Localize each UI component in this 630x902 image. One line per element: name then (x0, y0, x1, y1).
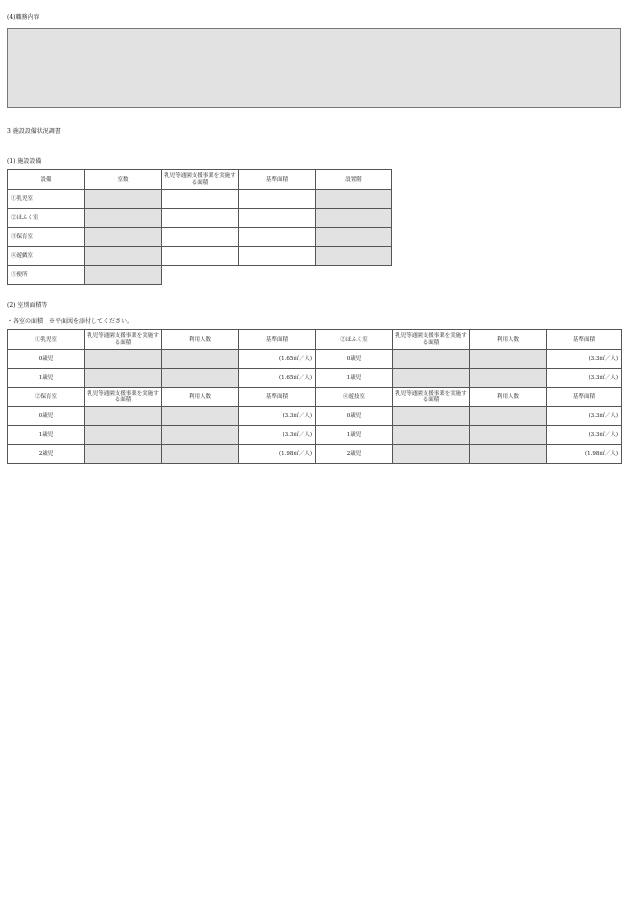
floor-cell[interactable] (316, 190, 392, 209)
room-count-cell[interactable] (85, 190, 162, 209)
standard-area-cell[interactable] (239, 247, 316, 266)
room-count-cell[interactable] (85, 266, 162, 285)
facilities-subtitle: (1) 施設設備 (7, 158, 42, 165)
header-nursery-room: ②保育室 (8, 388, 85, 407)
room-count-cell[interactable] (85, 247, 162, 266)
age-label: 2歳児 (316, 445, 393, 464)
room-area-note: ・各室の面積 ※平面図を添付してください。 (7, 318, 134, 325)
header-crawling-room: ②ほふく室 (316, 330, 393, 350)
area-cell[interactable] (393, 369, 470, 388)
header-users: 利用人数 (162, 330, 239, 350)
standard-area-value: (3.3㎡／人) (547, 350, 622, 369)
room-count-cell[interactable] (85, 228, 162, 247)
facility-row-label: ②ほふく室 (8, 209, 85, 228)
header-users: 利用人数 (470, 388, 547, 407)
area-cell[interactable] (162, 190, 239, 209)
age-label: 0歳児 (316, 407, 393, 426)
area-cell[interactable] (85, 426, 162, 445)
area-cell[interactable] (162, 228, 239, 247)
header-facility: 設備 (8, 170, 85, 190)
users-cell[interactable] (470, 369, 547, 388)
age-label: 0歳児 (8, 407, 85, 426)
age-label: 0歳児 (8, 350, 85, 369)
facility-row-label: ①乳児室 (8, 190, 85, 209)
standard-area-value: (3.3㎡／人) (547, 426, 622, 445)
age-label: 1歳児 (316, 369, 393, 388)
area-cell[interactable] (393, 407, 470, 426)
header-infant-room: ①乳児室 (8, 330, 85, 350)
standard-area-value: (1.65㎡／人) (239, 369, 316, 388)
room-area-subtitle: (2) 室別面積等 (7, 302, 48, 309)
users-cell[interactable] (162, 407, 239, 426)
standard-area-value: (1.98㎡／人) (239, 445, 316, 464)
standard-area-value: (1.98㎡／人) (547, 445, 622, 464)
facilities-table (7, 169, 392, 285)
area-cell[interactable] (393, 350, 470, 369)
age-label: 2歳児 (8, 445, 85, 464)
standard-area-cell[interactable] (239, 209, 316, 228)
duties-section-title: (4)職務内容 (7, 14, 40, 21)
header-standard-area: 基準面積 (239, 330, 316, 350)
facility-row-label: ⑤便所 (8, 266, 85, 285)
area-cell[interactable] (162, 247, 239, 266)
area-cell[interactable] (393, 445, 470, 464)
users-cell[interactable] (470, 445, 547, 464)
age-label: 1歳児 (8, 426, 85, 445)
header-room-count: 室数 (85, 170, 162, 190)
header-area: 乳児等通園支援事業を実施する面積 (393, 388, 470, 407)
standard-area-cell[interactable] (239, 190, 316, 209)
standard-area-value: (3.3㎡／人) (239, 407, 316, 426)
standard-area-cell[interactable] (239, 228, 316, 247)
header-floor: 設置階 (316, 170, 392, 190)
header-play-room: ④遊技室 (316, 388, 393, 407)
header-users: 利用人数 (162, 388, 239, 407)
users-cell[interactable] (162, 445, 239, 464)
standard-area-value: (1.65㎡／人) (239, 350, 316, 369)
facility-row-label: ④遊戯室 (8, 247, 85, 266)
age-label: 0歳児 (316, 350, 393, 369)
standard-area-value: (3.3㎡／人) (239, 426, 316, 445)
users-cell[interactable] (162, 426, 239, 445)
header-area: 乳児等通園支援事業を実施する面積 (85, 388, 162, 407)
area-cell[interactable] (85, 407, 162, 426)
users-cell[interactable] (470, 407, 547, 426)
area-cell[interactable] (85, 369, 162, 388)
standard-area-value: (3.3㎡／人) (547, 407, 622, 426)
age-label: 1歳児 (316, 426, 393, 445)
header-area: 乳児等通園支援事業を実施する面積 (85, 330, 162, 350)
floor-cell[interactable] (316, 209, 392, 228)
area-cell[interactable] (393, 426, 470, 445)
users-cell[interactable] (470, 426, 547, 445)
header-users: 利用人数 (470, 330, 547, 350)
header-area: 乳児等通園支援事業を実施する面積 (393, 330, 470, 350)
room-area-table (7, 329, 622, 464)
header-standard-area: 基準面積 (239, 388, 316, 407)
standard-area-value: (3.3㎡／人) (547, 369, 622, 388)
facility-status-title: 3 施設設備状況調書 (7, 128, 61, 135)
area-cell[interactable] (85, 445, 162, 464)
header-area: 乳児等通園支援事業を実施する面積 (162, 170, 239, 190)
header-standard-area: 基準面積 (547, 388, 622, 407)
floor-cell[interactable] (316, 228, 392, 247)
area-cell[interactable] (162, 209, 239, 228)
users-cell[interactable] (162, 369, 239, 388)
header-standard-area: 基準面積 (239, 170, 316, 190)
users-cell[interactable] (470, 350, 547, 369)
age-label: 1歳児 (8, 369, 85, 388)
users-cell[interactable] (162, 350, 239, 369)
floor-cell[interactable] (316, 247, 392, 266)
header-standard-area: 基準面積 (547, 330, 622, 350)
facility-row-label: ③保育室 (8, 228, 85, 247)
duties-text-area[interactable] (7, 28, 621, 108)
area-cell[interactable] (85, 350, 162, 369)
room-count-cell[interactable] (85, 209, 162, 228)
